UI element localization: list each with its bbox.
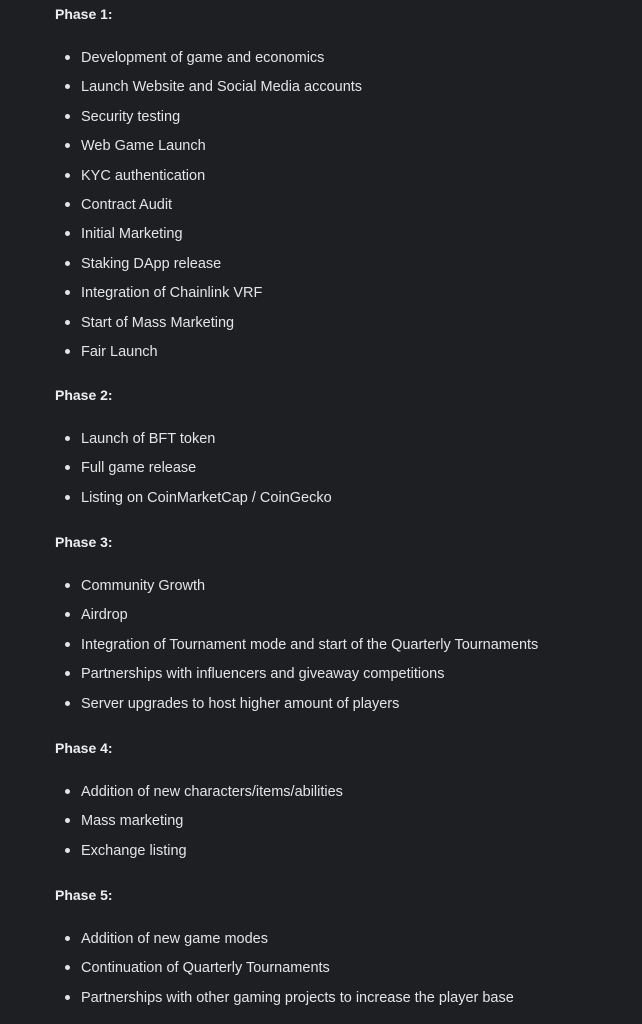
list-item-text: Launch of BFT token	[81, 431, 216, 447]
list-item-text: Listing on CoinMarketCap / CoinGecko	[81, 489, 332, 506]
list-item	[0, 576, 642, 605]
bullet-icon	[65, 965, 70, 970]
phase-4-list	[0, 782, 642, 870]
bullet-icon	[65, 114, 70, 119]
list-item	[0, 811, 642, 840]
list-item	[0, 313, 642, 342]
bullet-icon	[65, 84, 70, 89]
list-item	[0, 224, 642, 253]
bullet-icon	[65, 701, 70, 706]
list-item	[0, 166, 642, 195]
bullet-icon	[65, 436, 70, 441]
list-item	[0, 605, 642, 634]
bullet-icon	[65, 465, 70, 470]
list-item	[0, 77, 642, 106]
bullet-icon	[65, 612, 70, 617]
bullet-icon	[65, 936, 70, 941]
list-item	[0, 107, 642, 136]
list-item-text: Partnerships with influencers and giveaway competitions	[81, 666, 445, 683]
list-item-text: KYC authentication	[81, 167, 206, 184]
phase-4-heading: Phase 4:	[55, 740, 113, 756]
list-item	[0, 195, 642, 224]
list-item-text: Exchange listing	[81, 842, 187, 859]
list-item-text: Addition of new characters/items/abilities	[81, 784, 343, 800]
phase-2-list	[0, 429, 642, 517]
list-item-text: Integration of Chainlink VRF	[81, 285, 263, 302]
list-item	[0, 254, 642, 283]
list-item	[0, 48, 642, 77]
list-item-text: Airdrop	[81, 607, 128, 624]
list-item-text: Mass marketing	[81, 813, 184, 830]
bullet-icon	[65, 261, 70, 266]
list-item	[0, 342, 642, 371]
bullet-icon	[65, 349, 70, 354]
bullet-icon	[65, 848, 70, 853]
bullet-icon	[65, 671, 70, 676]
list-item-text: Continuation of Quarterly Tournaments	[81, 960, 330, 977]
list-item-text: Security testing	[81, 108, 181, 125]
list-item-text: Development of game and economics	[81, 50, 325, 66]
list-item-text: Addition of new game modes	[81, 931, 268, 947]
list-item-text: Web Game Launch	[81, 138, 206, 155]
list-item-text: Partnerships with other gaming projects to increase the player base	[81, 989, 514, 1006]
bullet-icon	[65, 173, 70, 178]
list-item-text: Start of Mass Marketing	[81, 314, 235, 331]
list-item-text: Staking DApp release	[81, 255, 222, 272]
bullet-icon	[65, 789, 70, 794]
phase-1-list	[0, 48, 642, 371]
bullet-icon	[65, 202, 70, 207]
list-item-text: Integration of Tournament mode and start of the Quarterly Tournaments	[81, 636, 539, 653]
list-item	[0, 929, 642, 958]
phase-1-heading: Phase 1:	[55, 6, 113, 22]
list-item-text: Full game release	[81, 460, 197, 477]
bullet-icon	[65, 642, 70, 647]
bullet-icon	[65, 290, 70, 295]
bullet-icon	[65, 583, 70, 588]
list-item	[0, 429, 642, 458]
phase-2-heading: Phase 2:	[55, 387, 113, 403]
list-item	[0, 488, 642, 517]
bullet-icon	[65, 995, 70, 1000]
bullet-icon	[65, 320, 70, 325]
list-item-text: Contract Audit	[81, 196, 173, 213]
list-item	[0, 958, 642, 987]
list-item	[0, 782, 642, 811]
list-item-text: Fair Launch	[81, 343, 158, 360]
list-item	[0, 458, 642, 487]
list-item	[0, 283, 642, 312]
list-item	[0, 841, 642, 870]
list-item	[0, 635, 642, 664]
bullet-icon	[65, 143, 70, 148]
list-item	[0, 664, 642, 693]
phase-5-heading: Phase 5:	[55, 887, 113, 903]
list-item-text: Initial Marketing	[81, 226, 183, 243]
list-item	[0, 694, 642, 723]
list-item-text: Community Growth	[81, 578, 206, 594]
list-item-text: Launch Website and Social Media accounts	[81, 79, 363, 96]
list-item-text: Server upgrades to host higher amount of players	[81, 695, 400, 712]
phase-3-list	[0, 576, 642, 723]
bullet-icon	[65, 818, 70, 823]
bullet-icon	[65, 495, 70, 500]
list-item	[0, 988, 642, 1017]
phase-5-list	[0, 929, 642, 1017]
phase-3-heading: Phase 3:	[55, 534, 113, 550]
bullet-icon	[65, 231, 70, 236]
bullet-icon	[65, 55, 70, 60]
list-item	[0, 136, 642, 165]
